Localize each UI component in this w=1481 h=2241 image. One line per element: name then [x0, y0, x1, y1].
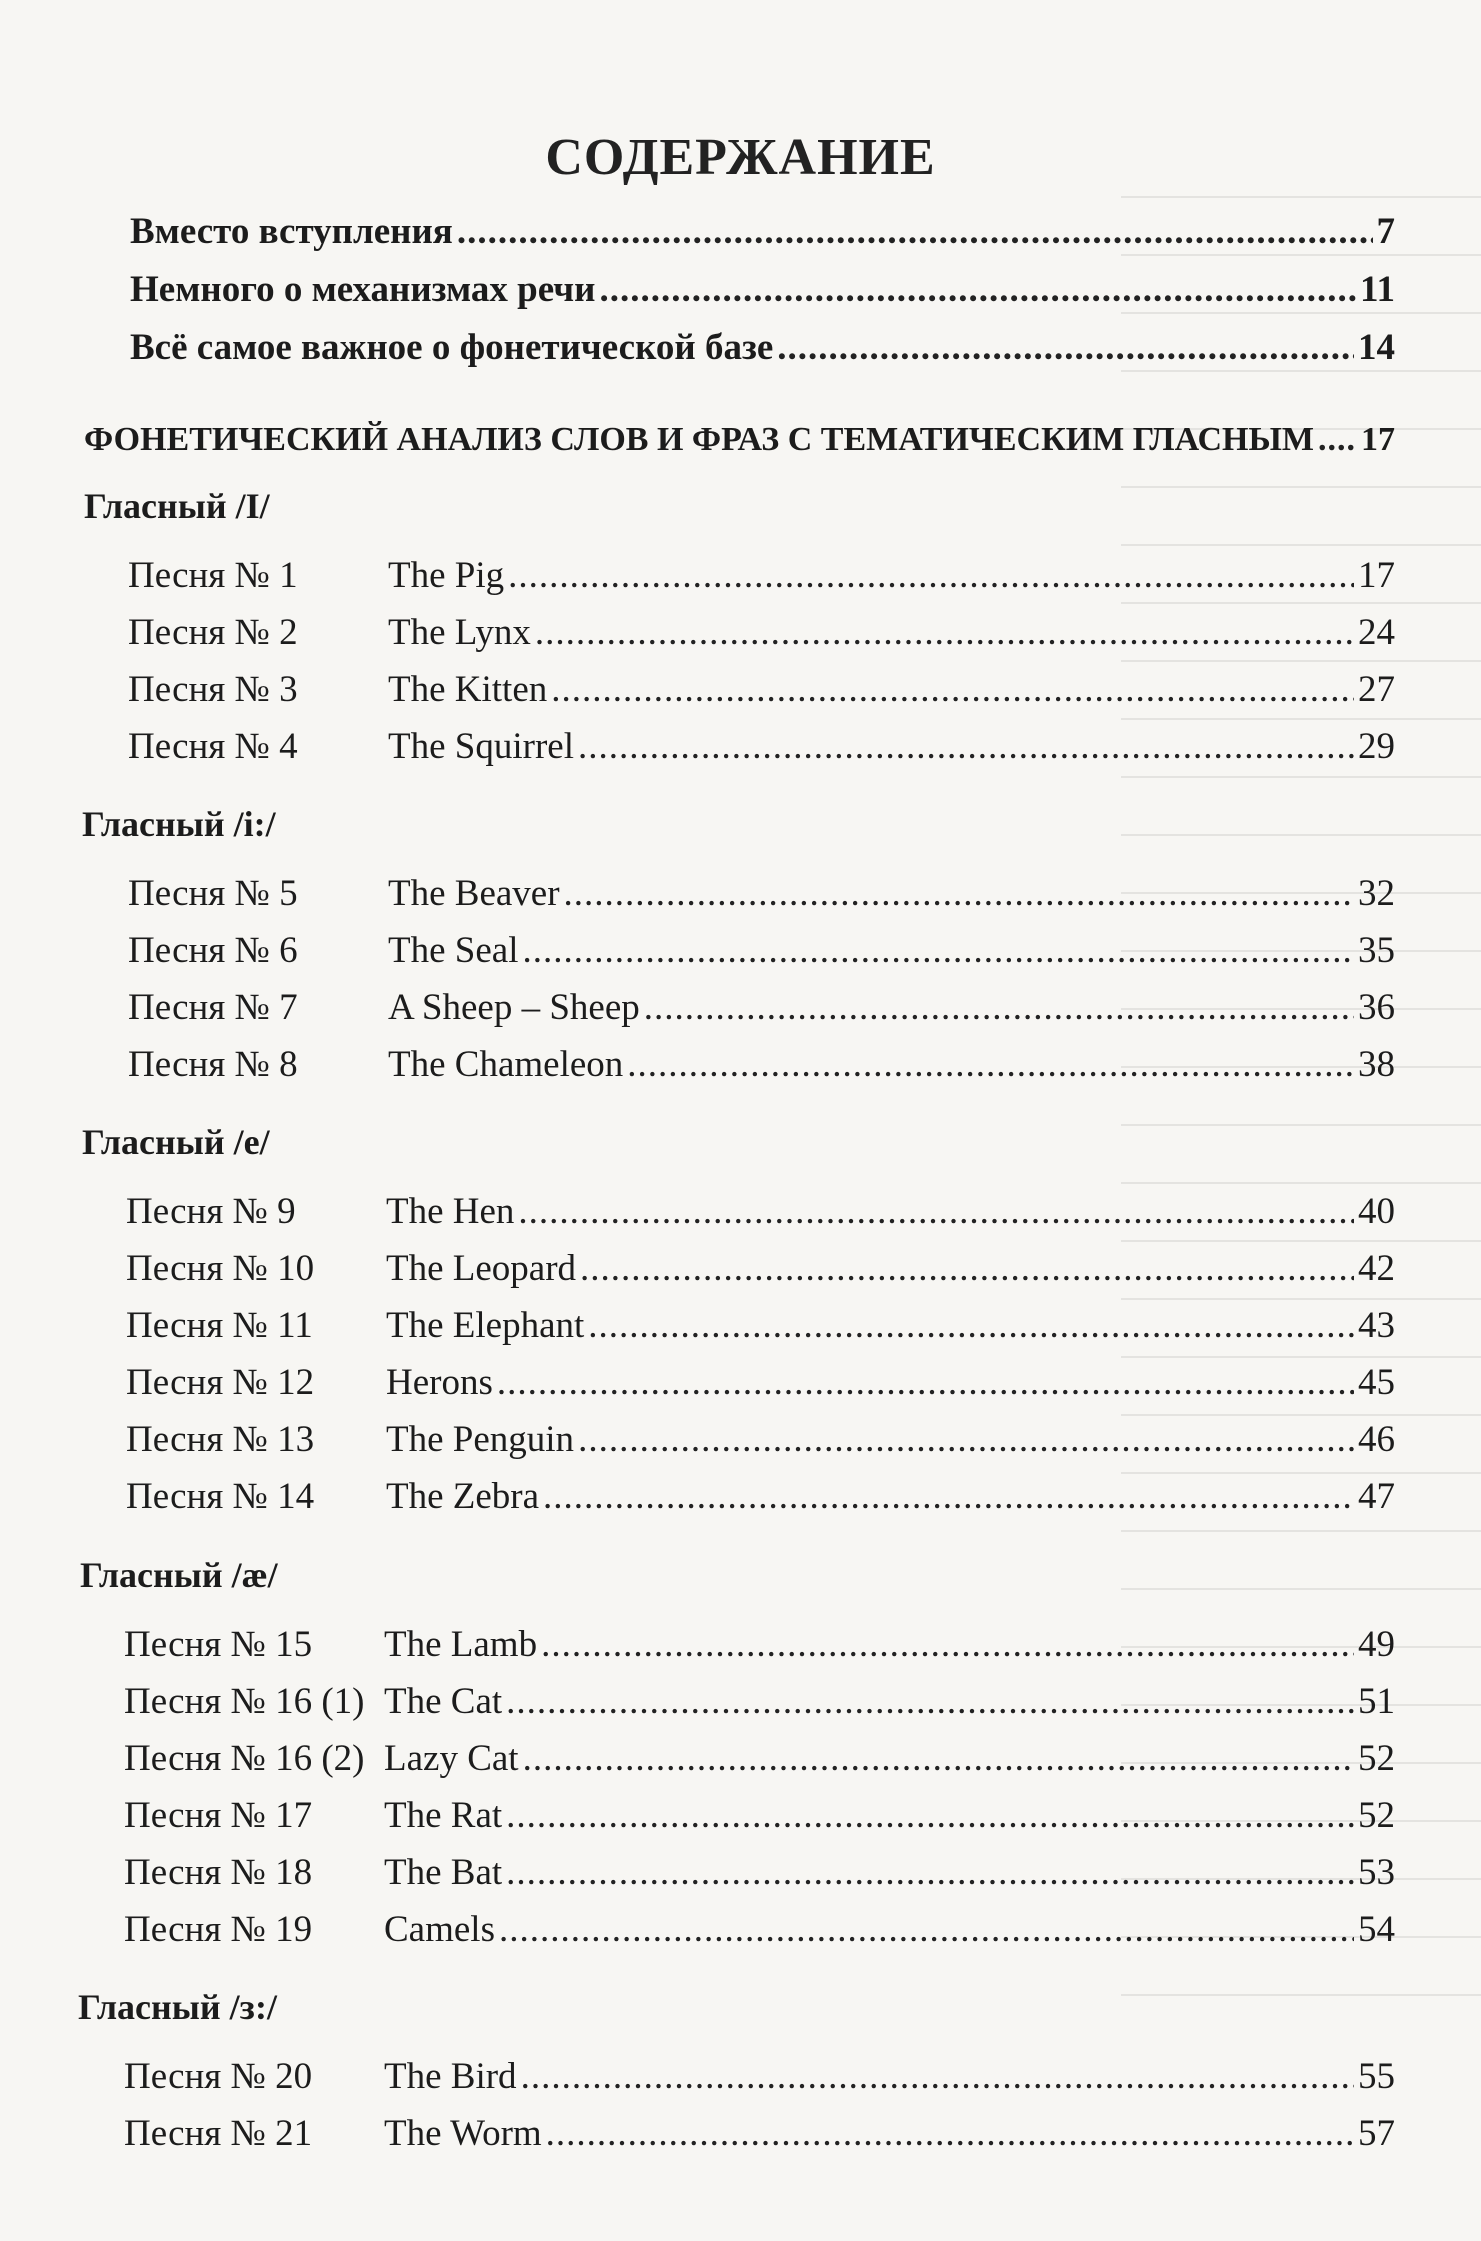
leader-dots: [578, 725, 1354, 769]
leader-dots: [521, 2055, 1354, 2099]
song-entry[interactable]: [124, 1680, 1395, 1724]
song-page: 17: [1358, 555, 1395, 596]
leader-dots: [580, 1247, 1354, 1291]
section-entry[interactable]: [84, 418, 1395, 462]
song-entry[interactable]: [124, 1737, 1395, 1781]
song-name: The Bat: [384, 1852, 503, 1893]
leader-dots: [497, 1361, 1354, 1405]
song-name: The Lamb: [384, 1624, 538, 1665]
leader-dots: [564, 872, 1354, 916]
song-name: Lazy Cat: [384, 1738, 519, 1779]
song-name: The Seal: [388, 930, 519, 971]
song-name: The Elephant: [386, 1305, 585, 1346]
song-number: Песня № 14: [126, 1476, 315, 1517]
song-entry[interactable]: [124, 1908, 1395, 1952]
song-name: The Leopard: [386, 1248, 577, 1289]
song-page: 47: [1358, 1476, 1395, 1517]
song-entry[interactable]: [128, 725, 1395, 769]
leader-dots: [588, 1304, 1354, 1348]
song-page: 36: [1358, 987, 1395, 1028]
leader-dots: [627, 1043, 1354, 1087]
song-name: Herons: [386, 1362, 493, 1403]
leader-dots: [506, 1851, 1354, 1895]
vowel-heading: Гласный /e/: [82, 1122, 270, 1162]
song-entry[interactable]: [128, 872, 1395, 916]
entry-label: Немного о механизмах речи: [130, 269, 596, 310]
leader-dots: [546, 2112, 1354, 2156]
song-number: Песня № 7: [128, 987, 298, 1028]
song-name: The Beaver: [388, 873, 560, 914]
song-number: Песня № 13: [126, 1419, 315, 1460]
leader-dots: [506, 1680, 1354, 1724]
song-entry[interactable]: [128, 1043, 1395, 1087]
leader-dots: [599, 268, 1356, 312]
leader-dots: [535, 611, 1354, 655]
vowel-heading: Гласный /æ/: [80, 1555, 278, 1595]
song-page: 32: [1358, 873, 1395, 914]
leader-dots: [499, 1908, 1354, 1952]
song-page: 51: [1358, 1681, 1395, 1722]
song-page: 38: [1358, 1044, 1395, 1085]
song-entry[interactable]: [128, 611, 1395, 655]
song-name: The Cat: [384, 1681, 503, 1722]
song-number: Песня № 16 (1): [124, 1681, 365, 1722]
song-page: 24: [1358, 612, 1395, 653]
entry-label: Всё самое важное о фонетической базе: [130, 327, 774, 368]
leader-dots: [518, 1190, 1354, 1234]
song-entry[interactable]: [124, 1623, 1395, 1667]
song-number: Песня № 19: [124, 1909, 313, 1950]
song-number: Песня № 9: [126, 1191, 296, 1232]
entry-page: 11: [1360, 269, 1395, 310]
song-name: The Penguin: [386, 1419, 575, 1460]
toc-entry[interactable]: [130, 326, 1395, 370]
song-page: 55: [1358, 2056, 1395, 2097]
song-name: The Bird: [384, 2056, 517, 2097]
leader-dots: [1318, 418, 1357, 462]
song-entry[interactable]: [128, 929, 1395, 973]
vowel-heading: Гласный /ɜ:/: [78, 1987, 277, 2027]
song-entry[interactable]: [126, 1190, 1395, 1234]
leader-dots: [522, 929, 1354, 973]
song-page: 46: [1358, 1419, 1395, 1460]
song-entry[interactable]: [126, 1361, 1395, 1405]
song-name: The Kitten: [388, 669, 548, 710]
song-number: Песня № 16 (2): [124, 1738, 365, 1779]
song-page: 42: [1358, 1248, 1395, 1289]
song-name: A Sheep – Sheep: [388, 987, 640, 1028]
song-entry[interactable]: [124, 1794, 1395, 1838]
leader-dots: [543, 1475, 1354, 1519]
song-name: The Hen: [386, 1191, 515, 1232]
song-number: Песня № 21: [124, 2113, 313, 2154]
song-number: Песня № 11: [126, 1305, 313, 1346]
song-number: Песня № 6: [128, 930, 298, 971]
leader-dots: [541, 1623, 1354, 1667]
song-page: 49: [1358, 1624, 1395, 1665]
vowel-heading: Гласный /i:/: [82, 804, 276, 844]
song-entry[interactable]: [124, 2112, 1395, 2156]
leader-dots: [457, 210, 1373, 254]
song-page: 29: [1358, 726, 1395, 767]
song-name: The Lynx: [388, 612, 531, 653]
song-page: 52: [1358, 1738, 1395, 1779]
leader-dots: [506, 1794, 1354, 1838]
leader-dots: [578, 1418, 1354, 1462]
vowel-heading: Гласный /I/: [84, 486, 270, 526]
leader-dots: [551, 668, 1354, 712]
song-entry[interactable]: [126, 1418, 1395, 1462]
song-page: 43: [1358, 1305, 1395, 1346]
song-entry[interactable]: [124, 2055, 1395, 2099]
song-number: Песня № 10: [126, 1248, 315, 1289]
song-number: Песня № 1: [128, 555, 298, 596]
entry-page: 7: [1376, 211, 1395, 252]
song-name: The Rat: [384, 1795, 503, 1836]
song-number: Песня № 8: [128, 1044, 298, 1085]
song-name: The Zebra: [386, 1476, 540, 1517]
song-name: The Worm: [384, 2113, 542, 2154]
song-entry[interactable]: [128, 668, 1395, 712]
section-label: ФОНЕТИЧЕСКИЙ АНАЛИЗ СЛОВ И ФРАЗ С ТЕМАТИЧЕСКИМ ГЛАСНЫМ: [84, 421, 1314, 458]
song-name: The Squirrel: [388, 726, 574, 767]
song-name: The Pig: [388, 555, 505, 596]
leader-dots: [777, 326, 1354, 370]
section-page: 17: [1361, 421, 1395, 458]
leader-dots: [508, 554, 1354, 598]
song-entry[interactable]: [128, 986, 1395, 1030]
song-entry[interactable]: [128, 554, 1395, 598]
song-page: 45: [1358, 1362, 1395, 1403]
toc-entry[interactable]: [130, 268, 1395, 312]
song-number: Песня № 18: [124, 1852, 313, 1893]
song-number: Песня № 12: [126, 1362, 315, 1403]
toc-entry[interactable]: [130, 210, 1395, 254]
song-page: 52: [1358, 1795, 1395, 1836]
song-page: 40: [1358, 1191, 1395, 1232]
entry-label: Вместо вступления: [130, 211, 453, 252]
song-number: Песня № 3: [128, 669, 298, 710]
song-entry[interactable]: [126, 1304, 1395, 1348]
song-entry[interactable]: [126, 1247, 1395, 1291]
song-number: Песня № 17: [124, 1795, 313, 1836]
song-entry[interactable]: [124, 1851, 1395, 1895]
song-page: 57: [1358, 2113, 1395, 2154]
leader-dots: [644, 986, 1354, 1030]
page-title: СОДЕРЖАНИЕ: [545, 129, 936, 186]
song-number: Песня № 20: [124, 2056, 313, 2097]
entry-page: 14: [1358, 327, 1395, 368]
song-number: Песня № 2: [128, 612, 298, 653]
song-page: 54: [1358, 1909, 1395, 1950]
song-page: 53: [1358, 1852, 1395, 1893]
song-name: Camels: [384, 1909, 495, 1950]
leader-dots: [523, 1737, 1354, 1781]
song-page: 35: [1358, 930, 1395, 971]
song-number: Песня № 5: [128, 873, 298, 914]
song-page: 27: [1358, 669, 1395, 710]
song-entry[interactable]: [126, 1475, 1395, 1519]
song-name: The Chameleon: [388, 1044, 624, 1085]
song-number: Песня № 4: [128, 726, 298, 767]
song-number: Песня № 15: [124, 1624, 313, 1665]
